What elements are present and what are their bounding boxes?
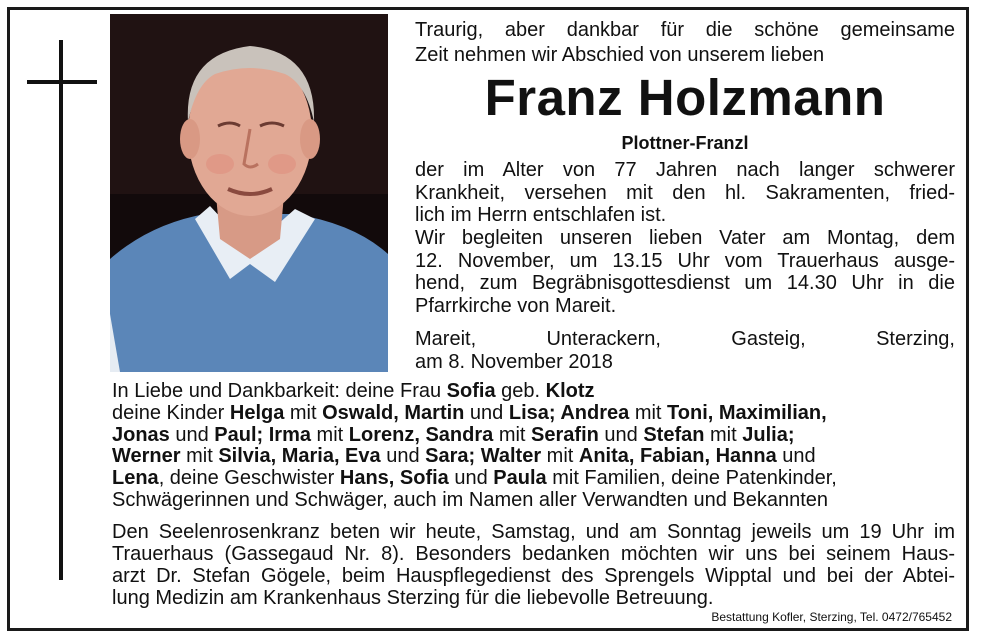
text-segment: mit [541,445,579,468]
cross-icon [59,40,63,580]
undertaker-credit: Bestattung Kofler, Sterzing, Tel. 0472/765452 [711,610,952,624]
places: Mareit, Unterackern, Gasteig, Sterzing, [415,328,955,350]
cross-icon-bar [27,80,97,84]
mourners-line [112,490,955,512]
text-line: lung Medizin am Krankenhaus Sterzing für die liebevolle Betreuung. [112,587,714,609]
funeral-details [415,227,955,317]
text-segment: mit [180,445,219,468]
name-bold: Sara; Walter [425,445,542,468]
text-segment: mit [704,423,743,446]
death-notice-text [415,159,955,227]
name-bold: Serafin [531,423,599,446]
text-line: hend, zum Begräbnisgottesdienst um 14.30 Uhr in die [415,272,955,294]
text-line: 12. November, um 13.15 Uhr vom Trauerhaus ausge- [415,249,955,272]
text-segment: und [598,423,644,446]
name-bold: Stefan [643,423,705,446]
name-bold: Lisa; Andrea [508,401,630,424]
name-bold: Lorenz, Sandra [348,423,494,446]
text-segment: deine Kinder [112,401,230,424]
text-line: Wir begleiten unseren lieben Vater am Montag, dem [415,227,955,249]
mourners-list [112,381,955,512]
text-segment: mit [311,423,349,446]
name-bold: Paul; Irma [214,423,311,446]
text-segment: mit [629,401,668,424]
text-segment: und [380,445,426,468]
text-line: Trauerhaus (Gassegaud Nr. 8). Besonders bedanken möchten wir uns bei seinem Haus- [112,543,955,565]
mourners-line [112,446,955,468]
name-bold: Toni, Maximilian, [667,401,827,424]
name-bold: Klotz [545,380,595,402]
name-bold: Hans, Sofia [339,467,449,490]
place-date [415,328,955,373]
text-line: Pfarrkirche von Mareit. [415,294,617,317]
deceased-name: Franz Holzmann [484,69,886,126]
text-line: der im Alter von 77 Jahren nach langer schwerer [415,159,955,181]
text-segment: mit [493,423,532,446]
text-segment: und [464,401,509,424]
mourners-line [112,468,955,490]
intro-line: Zeit nehmen wir Abschied von unserem lieben [415,44,825,66]
rosary-and-thanks [112,521,955,609]
name-bold: Paula [493,467,547,490]
text-line: lich im Herrn entschlafen ist. [415,204,667,226]
text-line: arzt Dr. Stefan Gögele, beim Hauspflegedienst des Sprengels Wipptal und bei der Abtei- [112,565,955,587]
date: am 8. November 2018 [415,350,613,373]
name-bold: Helga [229,401,285,424]
name-bold: Lena [112,467,159,490]
name-bold: Anita, Fabian, Hanna [578,445,777,468]
name-bold: Sofia [446,380,496,402]
text-line: Den Seelenrosenkranz beten wir heute, Samstag, und am Sonntag jeweils um 19 Uhr im [112,521,955,543]
mourners-line [112,425,955,447]
name-bold: Julia; [742,423,795,446]
name-bold: Silvia, Maria, Eva [218,445,381,468]
name-bold: Jonas [112,423,170,446]
text-segment: geb. [495,380,546,402]
name-bold: Werner [112,445,181,468]
text-segment: Schwägerinnen und Schwäger, auch im Namen aller Verwandten und Bekannten [112,488,829,511]
text-segment: und [448,467,494,490]
intro-text [415,18,955,68]
text-segment: und [776,445,816,468]
mourners-line [112,381,955,403]
deceased-nickname: Plottner-Franzl [621,133,749,153]
text-segment: und [169,423,215,446]
text-segment: In Liebe und Dankbarkeit: deine Frau [112,380,447,402]
portrait-photo [110,14,388,372]
text-line: Krankheit, versehen mit den hl. Sakramenten, fried- [415,181,955,204]
text-segment: mit Familien, deine Patenkinder, [546,467,837,490]
intro-line: Traurig, aber dankbar für die schöne gemeinsame [415,19,955,41]
mourners-line [112,403,955,425]
text-segment: , deine Geschwister [158,467,340,490]
text-segment: mit [284,401,323,424]
name-bold: Oswald, Martin [322,401,465,424]
